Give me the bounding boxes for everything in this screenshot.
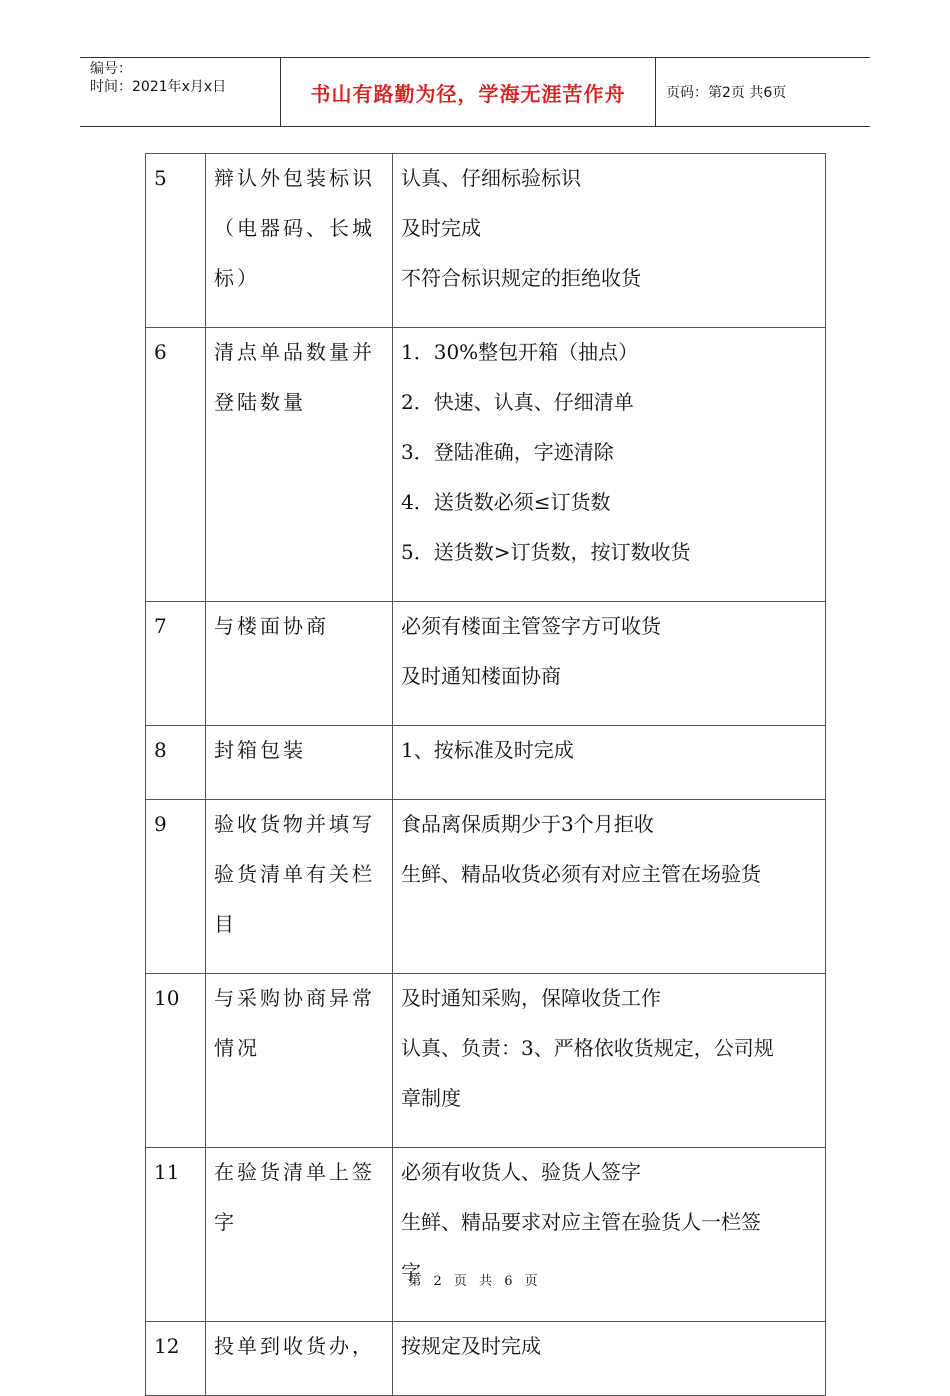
row-number (146, 154, 206, 328)
header-page-info: 页码：第2页 共6页 (666, 85, 787, 101)
row-number-text: 7 (154, 614, 167, 638)
requirement-line: 2．快速、认真、仔细清单 (401, 390, 634, 414)
requirement-line: 认真、仔细标验标识 (401, 166, 581, 190)
row-number (146, 328, 206, 602)
item-line: 验货清单有关栏 (214, 862, 375, 886)
row-requirement (393, 602, 826, 726)
requirement-line: 生鲜、精品要求对应主管在验货人一栏签 (401, 1210, 761, 1234)
requirement-line: 1．30%整包开箱（抽点） (401, 340, 639, 364)
requirement-line: 及时完成 (401, 216, 481, 240)
item-line: （电器码、长城 (214, 216, 375, 240)
item-line: 登陆数量 (214, 390, 306, 414)
requirement-line: 4．送货数必须≤订货数 (401, 490, 611, 514)
row-item (206, 1322, 393, 1396)
requirement-line: 不符合标识规定的拒绝收货 (401, 266, 641, 290)
table-row (146, 1322, 826, 1396)
table-row (146, 974, 826, 1148)
row-number (146, 800, 206, 974)
row-number (146, 602, 206, 726)
time-label: 时间：2021年x月x日 (90, 79, 227, 95)
item-line: 清点单品数量并 (214, 340, 375, 364)
row-item (206, 1148, 393, 1322)
table-row (146, 154, 826, 328)
requirement-line: 字 (401, 1260, 421, 1284)
row-item (206, 328, 393, 602)
row-number-text: 6 (154, 340, 167, 364)
row-number (146, 726, 206, 800)
table-row (146, 1148, 826, 1322)
row-item (206, 602, 393, 726)
row-number-text: 12 (154, 1334, 180, 1358)
requirement-line: 按规定及时完成 (401, 1334, 541, 1358)
item-line: 情况 (214, 1036, 260, 1060)
requirement-line: 1、按标准及时完成 (401, 738, 574, 762)
requirement-line: 5．送货数>订货数，按订数收货 (401, 540, 691, 564)
row-item (206, 726, 393, 800)
table-row (146, 726, 826, 800)
number-label: 编号： (90, 61, 132, 77)
requirement-line: 章制度 (401, 1086, 461, 1110)
row-requirement (393, 974, 826, 1148)
item-line: 字 (214, 1210, 237, 1234)
row-number-text: 8 (154, 738, 167, 762)
item-line: 辩认外包装标识 (214, 166, 375, 190)
table-row (146, 800, 826, 974)
row-number (146, 1148, 206, 1322)
row-number (146, 1322, 206, 1396)
procedure-table-body (146, 154, 826, 1396)
item-line: 目 (214, 912, 237, 936)
row-item (206, 154, 393, 328)
requirement-line: 及时通知采购，保障收货工作 (401, 986, 661, 1010)
row-number (146, 974, 206, 1148)
item-line: 验收货物并填写 (214, 812, 375, 836)
item-line: 封箱包装 (214, 738, 306, 762)
row-requirement (393, 154, 826, 328)
row-number-text: 11 (154, 1160, 180, 1184)
requirement-line: 及时通知楼面协商 (401, 664, 561, 688)
header-motto: 书山有路勤为径，学海无涯苦作舟 (280, 58, 656, 126)
requirement-line: 认真、负责：3、严格依收货规定，公司规 (401, 1036, 774, 1060)
row-requirement (393, 1322, 826, 1396)
table-row (146, 602, 826, 726)
row-requirement (393, 726, 826, 800)
row-item (206, 800, 393, 974)
header-meta (80, 58, 280, 126)
item-line: 投单到收货办， (214, 1334, 375, 1358)
row-number-text: 10 (154, 986, 180, 1010)
table-row (146, 328, 826, 602)
row-item (206, 974, 393, 1148)
row-requirement (393, 328, 826, 602)
requirement-line: 食品离保质期少于3个月拒收 (401, 812, 654, 836)
procedure-table (145, 153, 826, 1396)
item-line: 标） (214, 266, 260, 290)
document-header (80, 57, 870, 127)
requirement-line: 3．登陆准确，字迹清除 (401, 440, 614, 464)
row-requirement (393, 800, 826, 974)
item-line: 与楼面协商 (214, 614, 329, 638)
page-footer: 第 2 页 共 6 页 (408, 1274, 542, 1289)
item-line: 在验货清单上签 (214, 1160, 375, 1184)
requirement-line: 生鲜、精品收货必须有对应主管在场验货 (401, 862, 761, 886)
row-number-text: 9 (154, 812, 167, 836)
row-number-text: 5 (154, 166, 167, 190)
requirement-line: 必须有收货人、验货人签字 (401, 1160, 641, 1184)
row-requirement (393, 1148, 826, 1322)
requirement-line: 必须有楼面主管签字方可收货 (401, 614, 661, 638)
item-line: 与采购协商异常 (214, 986, 375, 1010)
